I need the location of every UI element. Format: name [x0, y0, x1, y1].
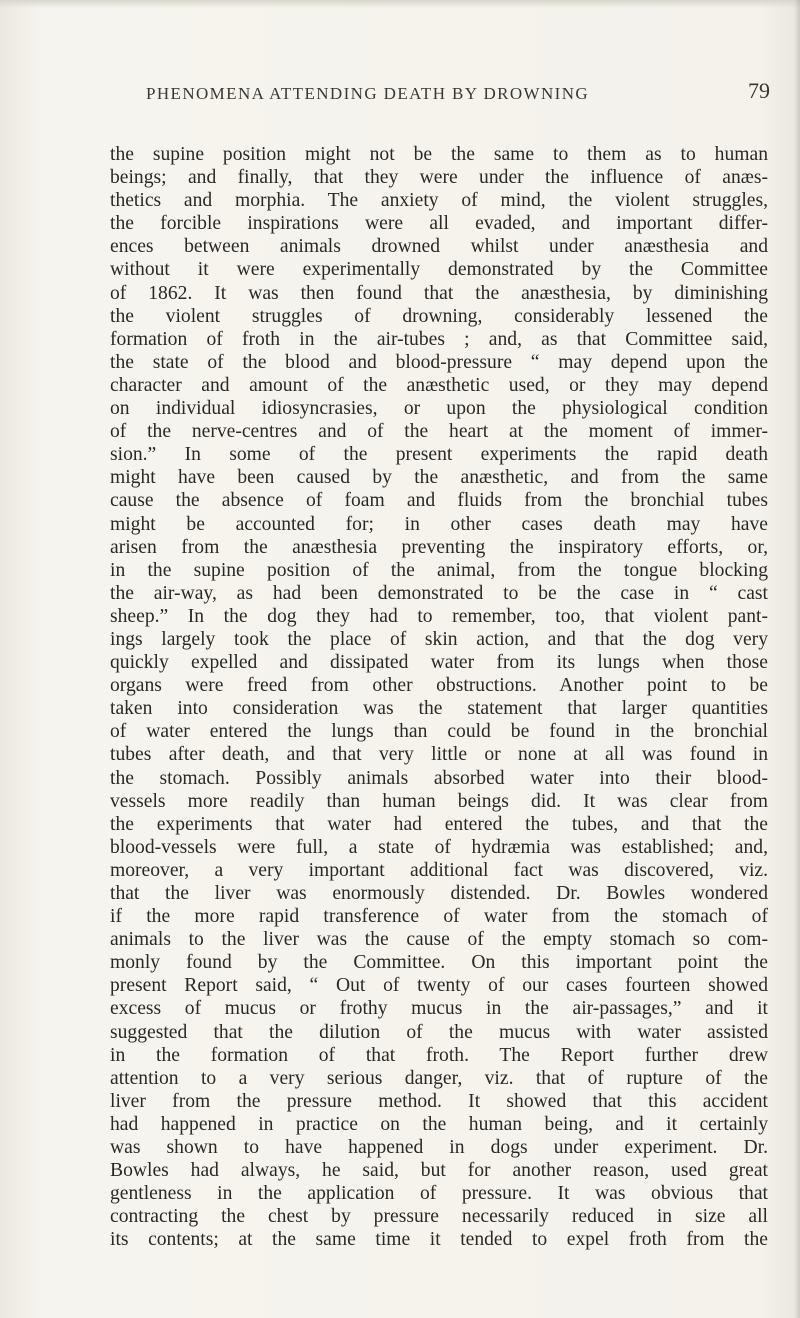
text-line: the forcible inspirations were all evaded, and important differ- [110, 213, 768, 235]
page-header [114, 78, 770, 108]
text-line: blood-vessels were full, a state of hydræmia was established; and, [110, 836, 768, 858]
text-line: beings; and finally, that they were under the influence of anæs- [110, 167, 768, 189]
text-line: arisen from the anæsthesia preventing the inspiratory efforts, or, [110, 536, 768, 558]
text-line: Bowles had always, he said, but for another reason, used great [110, 1160, 768, 1182]
text-line: attention to a very serious danger, viz. that of rupture of the [110, 1067, 768, 1089]
page-binding-shadow [794, 0, 800, 1318]
text-line: the stomach. Possibly animals absorbed water into their blood- [110, 767, 768, 789]
text-line: had happened in practice on the human being, and it certainly [110, 1113, 768, 1135]
text-line: of water entered the lungs than could be found in the bronchial [110, 721, 768, 743]
text-line: animals to the liver was the cause of the empty stomach so com- [110, 929, 768, 951]
text-line: cause the absence of foam and fluids from the bronchial tubes [110, 490, 768, 512]
text-line: without it were experimentally demonstrated by the Committee [110, 259, 768, 281]
text-line: gentleness in the application of pressure. It was obvious that [110, 1183, 768, 1205]
page-top-edge [0, 0, 800, 8]
text-line: present Report said, “ Out of twenty of our cases fourteen showed [110, 975, 768, 997]
text-line: its contents; at the same time it tended to expel froth from the [110, 1229, 768, 1251]
text-line: organs were freed from other obstructions. Another point to be [110, 675, 768, 697]
text-line: was shown to have happened in dogs under experiment. Dr. [110, 1137, 768, 1159]
text-line: of 1862. It was then found that the anæsthesia, by diminishing [110, 282, 768, 304]
text-line: on individual idiosyncrasies, or upon the physiological condition [110, 398, 768, 420]
text-line: monly found by the Committee. On this important point the [110, 952, 768, 974]
text-line: that the liver was enormously distended. Dr. Bowles wondered [110, 883, 768, 904]
text-line: ences between animals drowned whilst under anæsthesia and [110, 236, 768, 258]
text-line: the air-way, as had been demonstrated to be the case in “ cast [110, 582, 768, 604]
text-line: might have been caused by the anæsthetic, and from the same [110, 467, 768, 489]
text-line: sion.” In some of the present experiments the rapid death [110, 444, 768, 466]
text-line: of the nerve-centres and of the heart at the moment of immer- [110, 421, 768, 443]
text-line: in the supine position of the animal, from the tongue blocking [110, 559, 768, 581]
text-line: taken into consideration was the statement that larger quantities [110, 698, 768, 720]
text-line: tubes after death, and that very little or none at all was found in [110, 744, 768, 766]
text-line: the state of the blood and blood-pressure “ may depend upon the [110, 351, 768, 373]
text-line: vessels more readily than human beings did. It was clear from [110, 790, 768, 812]
text-line: excess of mucus or frothy mucus in the air-passages,” and it [110, 998, 768, 1020]
text-line: if the more rapid transference of water from the stomach of [110, 906, 768, 928]
text-line: the supine position might not be the same to them as to human [110, 144, 768, 165]
text-line: contracting the chest by pressure necessarily reduced in size all [110, 1206, 768, 1228]
text-line: quickly expelled and dissipated water from its lungs when those [110, 652, 768, 674]
page-number: 79 [748, 78, 770, 103]
text-line: suggested that the dilution of the mucus with water assisted [110, 1021, 768, 1043]
text-line: thetics and morphia. The anxiety of mind, the violent struggles, [110, 190, 768, 212]
text-line: sheep.” In the dog they had to remember, too, that violent pant- [110, 605, 768, 627]
text-line: might be accounted for; in other cases death may have [110, 513, 768, 535]
text-line: the violent struggles of drowning, considerably lessened the [110, 305, 768, 327]
running-title: PHENOMENA ATTENDING DEATH BY DROWNING [146, 84, 590, 103]
text-line: character and amount of the anæsthetic used, or they may depend [110, 374, 768, 396]
body-text [110, 143, 768, 1252]
text-line: formation of froth in the air-tubes ; and, as that Committee said, [110, 328, 768, 350]
text-line: ings largely took the place of skin action, and that the dog very [110, 628, 768, 650]
text-line: moreover, a very important additional fact was discovered, viz. [110, 859, 768, 881]
text-line: liver from the pressure method. It showed that this accident [110, 1090, 768, 1112]
text-line: in the formation of that froth. The Report further drew [110, 1044, 768, 1066]
text-line: the experiments that water had entered the tubes, and that the [110, 813, 768, 835]
